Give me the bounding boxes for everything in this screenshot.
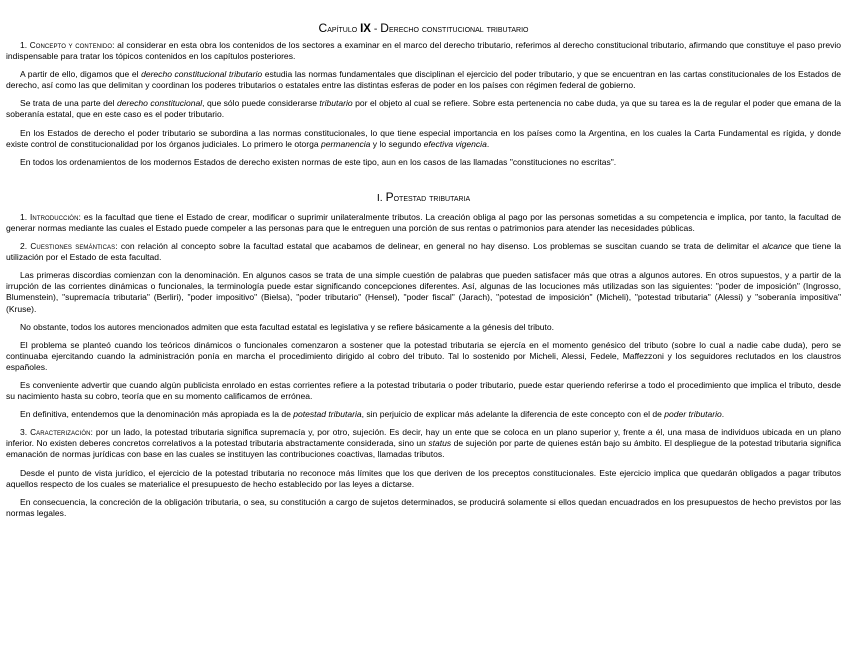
- emphasis: poder tributario: [664, 409, 722, 420]
- emphasis: derecho constitucional: [116, 98, 203, 109]
- text-run: , sin perjuicio de explicar más adelante la diferencia de este concepto con el de: [361, 409, 665, 420]
- section-numeral: I.: [376, 191, 386, 204]
- paragraph-definicion: [6, 69, 841, 91]
- chapter-dash: -: [370, 23, 381, 35]
- chapter-word: apítulo: [327, 23, 358, 35]
- emphasis: derecho constitucional tributario: [141, 69, 263, 80]
- section-title-first: P: [385, 189, 394, 204]
- emphasis: tributario: [319, 98, 353, 109]
- text-run: estudia las normas fundamentales que disciplinan el ejercicio del poder tributario, y que se encuentran en las cartas constitucionales de los Estados de derecho, así como las que delimitan y coordinan los poderes tributarios o estatales entre las distintas esferas de poder en los países con régimen federal de gobierno.: [6, 69, 841, 91]
- chapter-prefix: C: [318, 21, 328, 35]
- paragraph-introduccion: [6, 212, 841, 234]
- paragraph-punto-de-vista-juridico: Desde el punto de vista jurídico, el ejercicio de la potestad tributaria no reconoce más límites que los que deriven de los preceptos constitucionales. Este ejercicio implica que quedarán obligados a pagar tributos aquellos respecto de los cuales se materialice el presupuesto de hecho establecido por las leyes a dictarse.: [6, 467, 841, 489]
- paragraph-lead: Cuestiones semánticas: [30, 242, 116, 252]
- paragraph-number: 1.: [20, 40, 30, 50]
- section-title: [6, 191, 841, 204]
- paragraph-ordenamientos: En todos los ordenamientos de los modernos Estados de derecho existen normas de este tipo, aun en los casos de las llamadas "constituciones no escritas".: [20, 156, 617, 167]
- section-title-rest: otestad tributaria: [393, 191, 471, 204]
- paragraph-concepto: [6, 40, 841, 62]
- text-run: .: [721, 409, 725, 420]
- chapter-numeral: IX: [360, 23, 371, 35]
- text-run: por el objeto al cual se refiere. Sobre esta pertenencia no cabe duda, ya que su tarea es la de regular el poder que emana de la soberanía estatal, que en este caso es el poder tributario.: [6, 98, 841, 120]
- paragraph-number: 3.: [20, 427, 31, 438]
- emphasis: potestad tributaria: [293, 409, 362, 420]
- emphasis: permanencia: [321, 138, 371, 149]
- paragraph-facultad-legislativa: No obstante, todos los autores mencionados admiten que esta facultad estatal es legislativa y se refiere básicamente a la génesis del tributo.: [20, 321, 555, 332]
- text-run: A partir de ello, digamos que el: [20, 69, 142, 80]
- text-run: Se trata de una parte del: [20, 98, 117, 109]
- text-run: .: [486, 138, 490, 149]
- paragraph-caracterizacion: [6, 427, 841, 460]
- text-run: : con relación al concepto sobre la facultad estatal que acabamos de delinear, en general no hay disenso. Los problemas se suscitan cuando se trata de delimitar el: [115, 241, 763, 252]
- paragraph-number: 2.: [20, 241, 31, 252]
- text-run: de sujeción por parte de quienes están bajo su ámbito. El despliegue de la potestad tributaria significa emanación de normas jurídicas con base en las cuales se instituyen las contribuciones coactivas, llamadas tributos.: [6, 438, 841, 460]
- paragraph-lead: Caracterización: [30, 428, 91, 438]
- text-run: y lo segundo: [370, 138, 424, 149]
- paragraph-pertenencia: [6, 98, 841, 120]
- paragraph-estados-de-derecho: [6, 128, 841, 150]
- text-run: que tiene la utilización por el Estado de esta facultad.: [6, 241, 841, 263]
- paragraph-cuestiones-semanticas: [6, 241, 841, 263]
- paragraph-text: : es la facultad que tiene el Estado de crear, modificar o suprimir unilateralmente tributos. La creación obliga al pago por las personas sometidas a su competencia e implica, por tanto, la facultad de generar normas mediante las cuales el Estado puede compeler a las personas para que le entreguen una porción de sus rentas o patrimonios para atender las necesidades públicas.: [6, 211, 841, 233]
- chapter-title: [6, 22, 841, 35]
- paragraph-problema: El problema se planteó cuando los teóricos dinámicos o funcionales comenzaron a sostener que la potestad tributaria se ejercía en el momento genésico del tributo (sobre lo cual a nadie cabe duda), pero se continuaba ejercitando cuando la administración ponía en marcha el procedimiento dirigido al cobro del tributo. Tal lo sostenido por Micheli, Alessi, Fedele, Maffezzoni y los seguidores reclutados en los claustros españoles.: [6, 339, 841, 372]
- text-run: En los Estados de derecho el poder tributario se subordina a las normas constitucionales, lo que tiene especial importancia en los países como la Argentina, en los cuales la Carta Fundamental es rígida, y donde existe control de constitucionalidad por los órganos judiciales. Lo primero le otorga: [6, 127, 841, 149]
- paragraph-denominacion: Las primeras discordias comienzan con la denominación. En algunos casos se trata de una simple cuestión de palabras que pueden satisfacer más que otras a algunos autores. En otros supuestos, y a partir de la irrupción de las corrientes dinámicas o funcionales, la terminología puede estar significando concepciones diferentes. Así, algunas de las locuciones más utilizadas son las siguientes: "poder de imposición" (Ingrosso, Blumenstein), "supremacía tributaria" (Berliri), "poder impositivo" (Bielsa), "poder tributario" (Hensel), "poder fiscal" (Jarach), "potestad de imposición" (Micheli), "potestad tributaria" (Alessi) y "soberanía impositiva" (Kruse).: [6, 270, 841, 314]
- paragraph-definitiva: [6, 409, 841, 420]
- chapter-title-rest: erecho constitucional tributario: [388, 23, 529, 35]
- text-run: : por un lado, la potestad tributaria significa supremacía y, por otro, sujeción. Es decir, hay un ente que se coloca en un plano superior y, frente a él, una masa de individuos ubicada en un plano inferior. No existen deberes concretos correlativos a la potestad tributaria abstractamente considerada, sino un: [6, 427, 841, 449]
- paragraph-text: : al considerar en esta obra los contenidos de los sectores a examinar en el marco del derecho tributario, referimos al derecho constitucional tributario, afirmando que constituye el paso previo indispensable para tratar los tópicos contenidos en los capítulos posteriores.: [6, 40, 841, 62]
- text-run: En definitiva, entendemos que la denominación más apropiada es la de: [20, 409, 294, 420]
- paragraph-lead: Introducción: [30, 212, 79, 222]
- paragraph-consecuencia: En consecuencia, la concreción de la obligación tributaria, o sea, su constitución a cargo de sujetos determinados, se producirá solamente si ellos quedan encuadrados en los presupuestos de hecho previstos por las normas legales.: [6, 496, 841, 518]
- paragraph-lead: Concepto y contenido: [29, 41, 113, 50]
- emphasis: efectiva vigencia: [423, 138, 487, 149]
- emphasis: status: [428, 438, 452, 449]
- text-run: , que sólo puede considerarse: [202, 98, 320, 109]
- chapter-title-first: D: [380, 21, 389, 35]
- paragraph-advertencia: Es conveniente advertir que cuando algún publicista enrolado en estas corrientes refiere a la potestad tributaria o poder tributario, puede estar queriendo referirse a todo el procedimiento que implica el tributo, desde su nacimiento hasta su cobro, teoría que en su momento calificamos de errónea.: [6, 379, 841, 402]
- emphasis: alcance: [762, 241, 792, 252]
- paragraph-number: 1.: [20, 211, 31, 222]
